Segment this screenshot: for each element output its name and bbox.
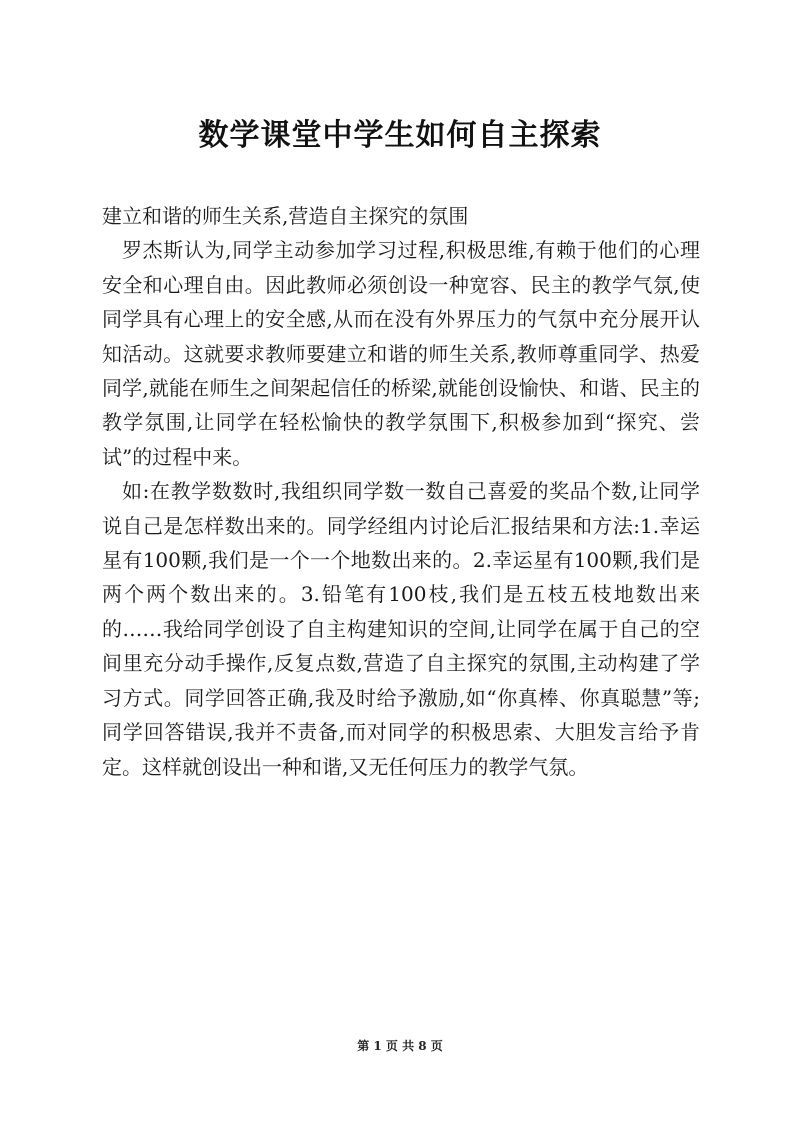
body-paragraph-2: 如:在教学数数时,我组织同学数一数自己喜爱的奖品个数,让同学说自己是怎样数出来的。同学经组内讨论后汇报结果和方法:1.幸运星有100颗,我们是一个一个地数出来的。2.幸运星有100颗,我们是两个两个数出来的。3.铅笔有100枝,我们是五枝五枝地数出来的……我给同学创设了自主构建知识的空间,让同学在属于自己的空间里充分动手操作,反复点数,营造了自主探究的氛围,主动构建了学习方式。同学回答正确,我及时给予激励,如“你真棒、你真聪慧”等;同学回答错误,我并不责备,而对同学的积极思索、大胆发言给予肯定。这样就创设出一种和谐,又无任何压力的教学气氛。 (102, 479, 700, 779)
page-number-footer: 第 1 页 共 8 页 (357, 1039, 443, 1053)
document-title: 数学课堂中学生如何自主探索 (198, 118, 602, 153)
document-body (102, 199, 700, 784)
section-heading: 建立和谐的师生关系,营造自主探究的氛围 (102, 204, 469, 228)
body-paragraph-1: 罗杰斯认为,同学主动参加学习过程,积极思维,有赖于他们的心理安全和心理自由。因此教师必须创设一种宽容、民主的教学气氛,使同学具有心理上的安全感,从而在没有外界压力的气氛中充分展开认知活动。这就要求教师要建立和谐的师生关系,教师尊重同学、热爱同学,就能在师生之间架起信任的桥梁,就能创设愉快、和谐、民主的教学氛围,让同学在轻松愉快的教学氛围下,积极参加到“探究、尝试”的过程中来。 (102, 238, 700, 469)
